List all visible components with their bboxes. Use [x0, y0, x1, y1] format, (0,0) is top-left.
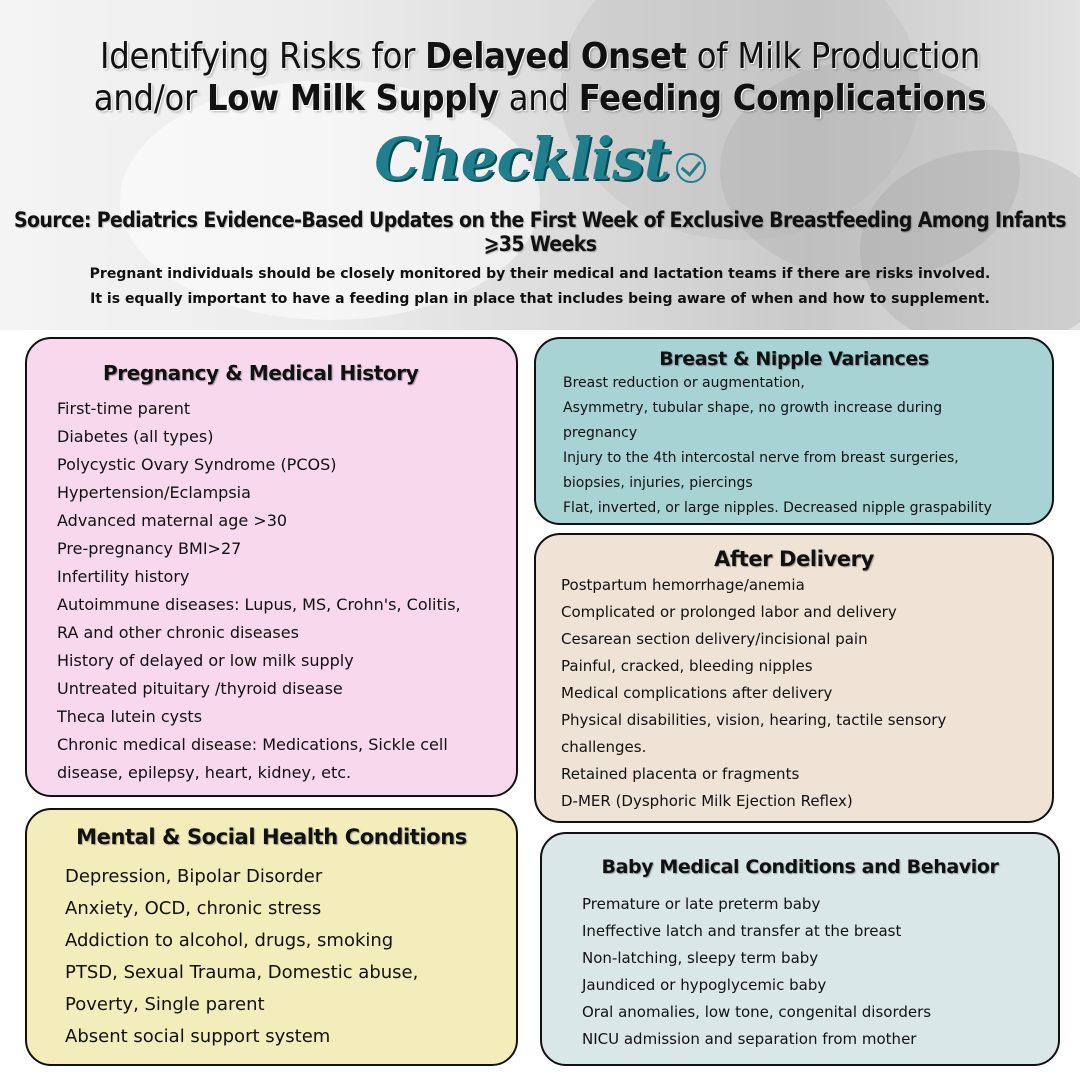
risk-list: [65, 861, 505, 1053]
list-item: Absent social support system: [65, 1026, 331, 1047]
list-item: Theca lutein cysts: [57, 707, 203, 726]
checklist-heading: [0, 125, 1080, 193]
card-title: After Delivery: [714, 547, 874, 571]
baby-medical-conditions-card: [540, 832, 1060, 1066]
list-item: Poverty, Single parent: [65, 994, 265, 1015]
list-item: Depression, Bipolar Disorder: [65, 866, 323, 887]
list-item: Jaundiced or hypoglycemic baby: [582, 976, 827, 994]
title-line-1: [0, 36, 1080, 78]
list-item: Postpartum hemorrhage/anemia: [561, 576, 805, 594]
risk-list: [582, 891, 1042, 1053]
list-item: D-MER (Dysphoric Milk Ejection Reflex): [561, 792, 853, 810]
list-item: Non-latching, sleepy term baby: [582, 949, 819, 967]
list-item: Autoimmune diseases: Lupus, MS, Crohn's, Colitis,: [57, 595, 461, 614]
list-item: Untreated pituitary /thyroid disease: [57, 679, 343, 698]
card-title: Pregnancy & Medical History: [103, 361, 419, 385]
after-delivery-card: [534, 533, 1054, 823]
title-text: of Milk Production: [686, 36, 980, 77]
list-item: Breast reduction or augmentation,: [563, 375, 805, 391]
list-item: Anxiety, OCD, chronic stress: [65, 898, 322, 919]
list-item: Infertility history: [57, 567, 190, 586]
list-item: Cesarean section delivery/incisional pain: [561, 630, 868, 648]
check-circle-icon: [676, 153, 706, 183]
list-item: challenges.: [561, 738, 647, 756]
list-item: pregnancy: [563, 425, 638, 441]
list-item: biopsies, injuries, piercings: [563, 475, 753, 491]
title-emphasis: Feeding Complications: [578, 78, 987, 119]
list-item: Medical complications after delivery: [561, 684, 833, 702]
card-title: Breast & Nipple Variances: [659, 348, 929, 370]
list-item: Injury to the 4th intercostal nerve from breast surgeries,: [563, 450, 959, 466]
risk-list: [57, 395, 507, 787]
card-title: Mental & Social Health Conditions: [76, 825, 467, 849]
risk-list: [561, 572, 1041, 815]
list-item: First-time parent: [57, 399, 191, 418]
pregnancy-medical-history-card: [25, 337, 518, 797]
mental-social-health-card: [25, 808, 518, 1066]
card-title: Baby Medical Conditions and Behavior: [601, 856, 999, 878]
intro-text: [0, 262, 1080, 312]
list-item: disease, epilepsy, heart, kidney, etc.: [57, 763, 352, 782]
header-banner: [0, 0, 1080, 330]
list-item: Painful, cracked, bleeding nipples: [561, 657, 813, 675]
title-text: and/or: [93, 78, 207, 119]
title-emphasis: Delayed Onset: [425, 36, 687, 77]
list-item: Hypertension/Eclampsia: [57, 483, 251, 502]
list-item: Addiction to alcohol, drugs, smoking: [65, 930, 394, 951]
list-item: Diabetes (all types): [57, 427, 214, 446]
checklist-text: Checklist: [374, 125, 670, 193]
page-title: [0, 36, 1080, 120]
breast-nipple-variances-card: [534, 337, 1054, 525]
list-item: RA and other chronic diseases: [57, 623, 299, 642]
list-item: Polycystic Ovary Syndrome (PCOS): [57, 455, 337, 474]
list-item: Pre-pregnancy BMI>27: [57, 539, 242, 558]
list-item: Complicated or prolonged labor and delivery: [561, 603, 897, 621]
list-item: Ineffective latch and transfer at the breast: [582, 922, 902, 940]
title-text: and: [498, 78, 579, 119]
intro-line: Pregnant individuals should be closely monitored by their medical and lactation teams if there are risks involved.: [89, 266, 991, 282]
list-item: Chronic medical disease: Medications, Sickle cell: [57, 735, 448, 754]
list-item: History of delayed or low milk supply: [57, 651, 354, 670]
list-item: Flat, inverted, or large nipples. Decreased nipple graspability: [563, 500, 992, 516]
risk-list: [563, 371, 1043, 521]
title-line-2: [0, 78, 1080, 120]
list-item: NICU admission and separation from mother: [582, 1030, 917, 1048]
title-text: Identifying Risks for: [100, 36, 426, 77]
list-item: Retained placenta or fragments: [561, 765, 800, 783]
list-item: Asymmetry, tubular shape, no growth increase during: [563, 400, 943, 416]
list-item: Premature or late preterm baby: [582, 895, 821, 913]
title-emphasis: Low Milk Supply: [206, 78, 499, 119]
intro-line: It is equally important to have a feeding plan in place that includes being aware of when and how to supplement.: [90, 291, 990, 307]
list-item: PTSD, Sexual Trauma, Domestic abuse,: [65, 962, 419, 983]
list-item: Oral anomalies, low tone, congenital disorders: [582, 1003, 932, 1021]
source-citation: Source: Pediatrics Evidence-Based Updates on the First Week of Exclusive Breastfeeding Among Infants ⩾35 Weeks: [14, 208, 1066, 256]
list-item: Physical disabilities, vision, hearing, tactile sensory: [561, 711, 947, 729]
list-item: Advanced maternal age >30: [57, 511, 288, 530]
